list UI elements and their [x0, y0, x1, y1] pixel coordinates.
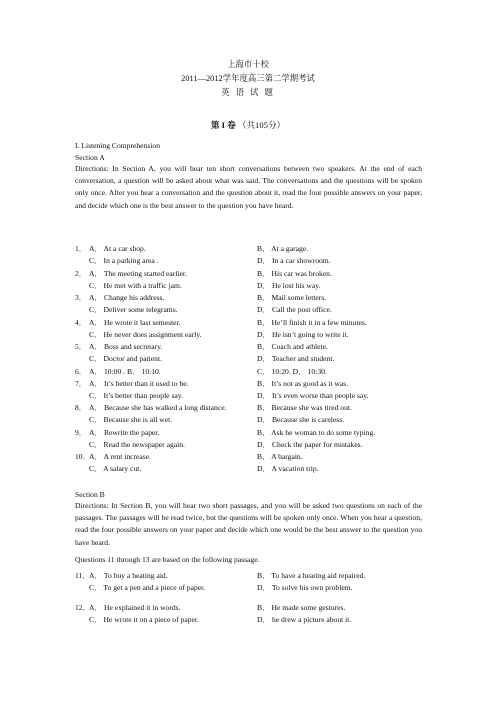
question-option-a: A． Because she has walked a long distance. — [89, 403, 227, 413]
section-b-title: Section B — [75, 490, 105, 499]
question-option-b: B． Coach and athlete. — [257, 342, 328, 351]
question-option-d: D． Teacher and student. — [257, 354, 335, 363]
question-option-a: A． Change his address. — [89, 293, 165, 302]
question-option-c: C． Deliver some telegrams. — [89, 305, 178, 314]
question-b-option-b: B． He made some gestures. — [257, 603, 346, 612]
question-b-option-c: C． He wrote it on a piece of paper. — [89, 615, 199, 624]
question-option-c: C． He never does assignment early. — [89, 329, 202, 339]
question-option-d: D． A vacation trip. — [257, 464, 319, 474]
question-option-c: C． Doctor and patient. — [89, 354, 162, 363]
question-b-option-c: C． To get a pen and a piece of paper. — [89, 583, 206, 592]
question-option-a: A． 10:00 . B． 10:10. — [89, 366, 161, 376]
question-option-c: C． In a parking area . — [89, 256, 159, 265]
question-option-c: C． He met with a traffic jam. — [89, 280, 182, 290]
question-option-d: D． It’s even worse than people say. — [257, 390, 369, 400]
question-option-d: D． Check the paper for mistakes. — [257, 439, 363, 449]
question-option-a: A． Boss and secretary. — [89, 342, 163, 351]
question-number: 5． — [75, 342, 87, 351]
question-option-b: B． His car was broken. — [257, 268, 332, 278]
question-number: 3． — [75, 293, 87, 302]
question-option-a: A． At a car shop. — [89, 244, 146, 253]
question-option-b: B． Ask he woman to do some typing. — [257, 427, 376, 437]
subject-title: 英 语 试 题 — [221, 88, 275, 97]
question-option-d: D． Call the post office. — [257, 305, 332, 314]
question-option-c: C． Read the newspaper again. — [89, 439, 185, 449]
question-b-option-a: A． To buy a heating aid. — [89, 571, 168, 580]
question-option-c: C． Because she is all wet. — [89, 415, 173, 425]
question-option-b: B． Because she was tired out. — [257, 403, 352, 413]
question-option-d: D． Because she is careless. — [257, 415, 345, 425]
question-option-a: A． Rewrite the paper. — [89, 427, 160, 437]
question-option-d: D． He isn’t going to write it. — [257, 329, 349, 339]
question-number: 10． — [75, 452, 91, 462]
question-b-number: 11． — [75, 571, 90, 580]
question-number: 9． — [75, 427, 87, 437]
question-option-b: B． At a garage. — [257, 244, 309, 253]
question-option-b: C． 10:20. D． 10:30. — [257, 366, 327, 376]
question-option-a: A． He wrote it last semester. — [89, 317, 181, 327]
question-number: 7． — [75, 378, 87, 388]
question-number: 8． — [75, 403, 87, 413]
directions-b: Directions: In Section B, you will hear two short passages, and you will be asked two questions on each of the passages. The passages will be read twice, but the questions will be spoken only once. When you hear a question, read the four possible answers on your paper and decide which one would be the best answer to the question you have heard. — [75, 501, 422, 547]
question-b-option-b: B． To have a hearing aid repaired. — [257, 571, 366, 580]
question-number: 6． — [75, 366, 87, 376]
question-option-b: B． He’ll finish it in a few minutes. — [257, 317, 367, 327]
school-name: 上海市十校 — [227, 60, 269, 69]
question-b-option-a: A． He explained it in words. — [89, 603, 181, 612]
question-option-a: A． It’s better than it used to be. — [89, 378, 189, 388]
question-number: 4． — [75, 317, 87, 327]
exam-title: 2011—2012学年度高三第二学期考试 — [181, 74, 315, 83]
question-b-option-d: D． he drew a picture about it. — [257, 615, 352, 624]
question-b-option-d: D． To solve his own problem. — [257, 583, 353, 592]
question-option-b: B． A bargain. — [257, 452, 303, 462]
part-score: （共105分） — [237, 120, 286, 130]
question-option-b: B． Mail some letters. — [257, 293, 327, 302]
question-option-b: B． It’s not as good as it was. — [257, 378, 349, 388]
questions-intro: Questions 11 through 13 are based on the following passage. — [75, 555, 260, 564]
part-title: 第 I 卷 — [210, 120, 236, 130]
question-option-c: C． A salary cut. — [89, 464, 142, 474]
section-heading: I. Listening Comprehension — [75, 141, 160, 150]
question-option-a: A． A rent increase. — [89, 452, 151, 462]
question-option-d: D． In a car showroom. — [257, 256, 331, 265]
question-option-a: A． The meeting started earlier. — [89, 268, 187, 278]
question-option-c: C． It’s better than people say. — [89, 390, 183, 400]
section-a-title: Section A — [75, 153, 105, 162]
question-number: 1． — [75, 244, 87, 253]
question-option-d: D． He lost his way. — [257, 280, 321, 290]
question-number: 2． — [75, 268, 87, 278]
directions-a: Directions: In Section A, you will hear ten short conversations between two speakers. At the end of each conversation, a question will be asked about what was said. The conversations and the questions will be spoken only once. After you hear a conversation and the question about it, read the four possible answers on your paper, and decide which one is the best answer to the question you have heard. — [75, 164, 422, 210]
part-heading — [0, 119, 496, 131]
question-b-number: 12． — [75, 603, 91, 612]
